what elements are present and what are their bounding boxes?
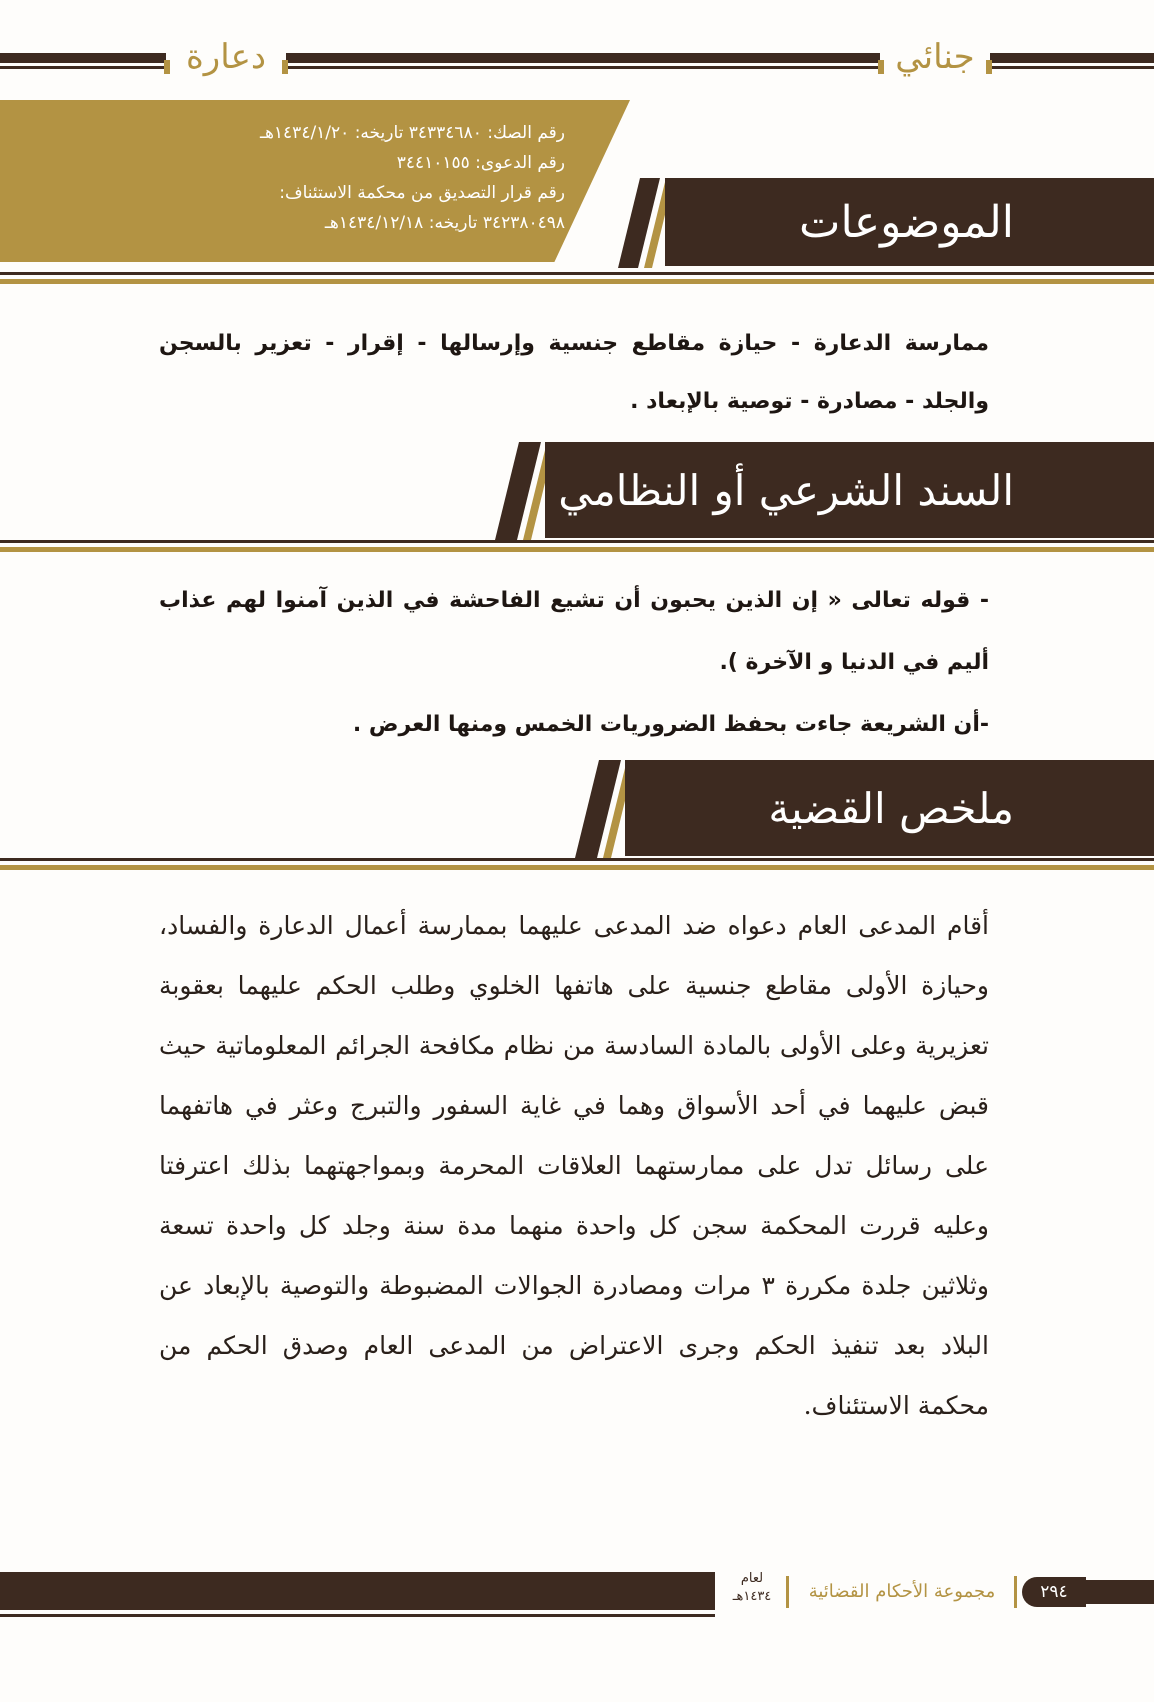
legal-basis-item: - قوله تعالى « إن الذين يحبون أن تشيع الفاحشة في الذين آمنوا لهم عذاب أليم في الدنيا و الآخرة ).	[159, 588, 989, 675]
footer-separator	[786, 1576, 789, 1608]
topics-heading: الموضوعات	[799, 196, 1014, 248]
footer-year	[722, 1570, 782, 1606]
year-label: لعام	[740, 1571, 764, 1586]
topics-text: ممارسة الدعارة - حيازة مقاطع جنسية وإرسالها - إقرار - تعزير بالسجن والجلد - مصادرة - توصية بالإبعاد .	[159, 331, 989, 414]
case-summary-text: أقام المدعى العام دعواه ضد المدعى عليهما بممارسة أعمال الدعارة والفساد، وحيازة الأولى مقاطع جنسية على هاتفها الخلوي وطلب الحكم عليهما بعقوبة تعزيرية وعلى الأولى بالمادة السادسة من نظام مكافحة الجرائم المعلوماتية حيث قبض عليهما في أحد الأسواق وهما في غاية السفور والتبرج وعثر في هاتفهما على رسائل تدل على ممارستهما العلاقات المحرمة وبمواجهتهما بذلك اعترفتا وعليه قررت المحكمة سجن كل واحدة منهما مدة سنة وجلد كل واحدة تسعة وثلاثين جلدة مكررة ٣ مرات ومصادرة الجوالات المضبوطة والتوصية بالإبعاد عن البلاد بعد تنفيذ الحكم وجرى الاعتراض من المدعى العام وصدق الحكم من محكمة الاستئناف.	[159, 911, 989, 1420]
legal-basis-heading-bar	[545, 442, 1154, 538]
page-number: ٢٩٤	[1022, 1577, 1086, 1607]
subcategory-label: دعارة	[185, 37, 267, 77]
gold-marker	[164, 60, 170, 74]
footer-separator	[1014, 1576, 1017, 1608]
section-rule	[0, 858, 1154, 861]
topics-heading-bar	[665, 178, 1154, 266]
section-rule	[0, 540, 1154, 543]
section-rule-gold	[0, 547, 1154, 552]
appeal-number: ٣٤٢٣٨٠٤٩٨ تاريخه: ١٤٣٤/١٢/١٨هـ	[324, 213, 565, 233]
claim-number: رقم الدعوى: ٣٤٤١٠١٥٥	[396, 153, 565, 173]
appeal-label: رقم قرار التصديق من محكمة الاستئناف:	[279, 183, 565, 203]
section-rule-gold	[0, 279, 1154, 284]
header-category-left	[166, 34, 286, 80]
footer-strip	[1086, 1580, 1154, 1604]
gold-marker	[986, 60, 992, 74]
deed-number: رقم الصك: ٣٤٣٣٤٦٨٠ تاريخه: ١٤٣٤/١/٢٠هـ	[259, 123, 565, 143]
section-rule-gold	[0, 865, 1154, 870]
case-summary-heading-bar	[625, 760, 1154, 856]
case-info-text	[160, 118, 565, 238]
legal-basis-heading: السند الشرعي أو النظامي	[558, 465, 1014, 515]
gold-marker	[282, 60, 288, 74]
footer-bar	[0, 1572, 715, 1610]
header-category-right	[880, 34, 990, 80]
gold-marker	[878, 60, 884, 74]
legal-basis-item: -أن الشريعة جاءت بحفظ الضروريات الخمس ومنها العرض .	[352, 712, 989, 737]
year-value: ١٤٣٤هـ	[732, 1589, 772, 1604]
series-title: مجموعة الأحكام القضائية	[808, 1581, 996, 1602]
footer-rule	[0, 1614, 715, 1617]
case-summary-heading: ملخص القضية	[768, 783, 1014, 833]
section-rule	[0, 272, 1154, 275]
category-label: جنائي	[895, 37, 975, 77]
